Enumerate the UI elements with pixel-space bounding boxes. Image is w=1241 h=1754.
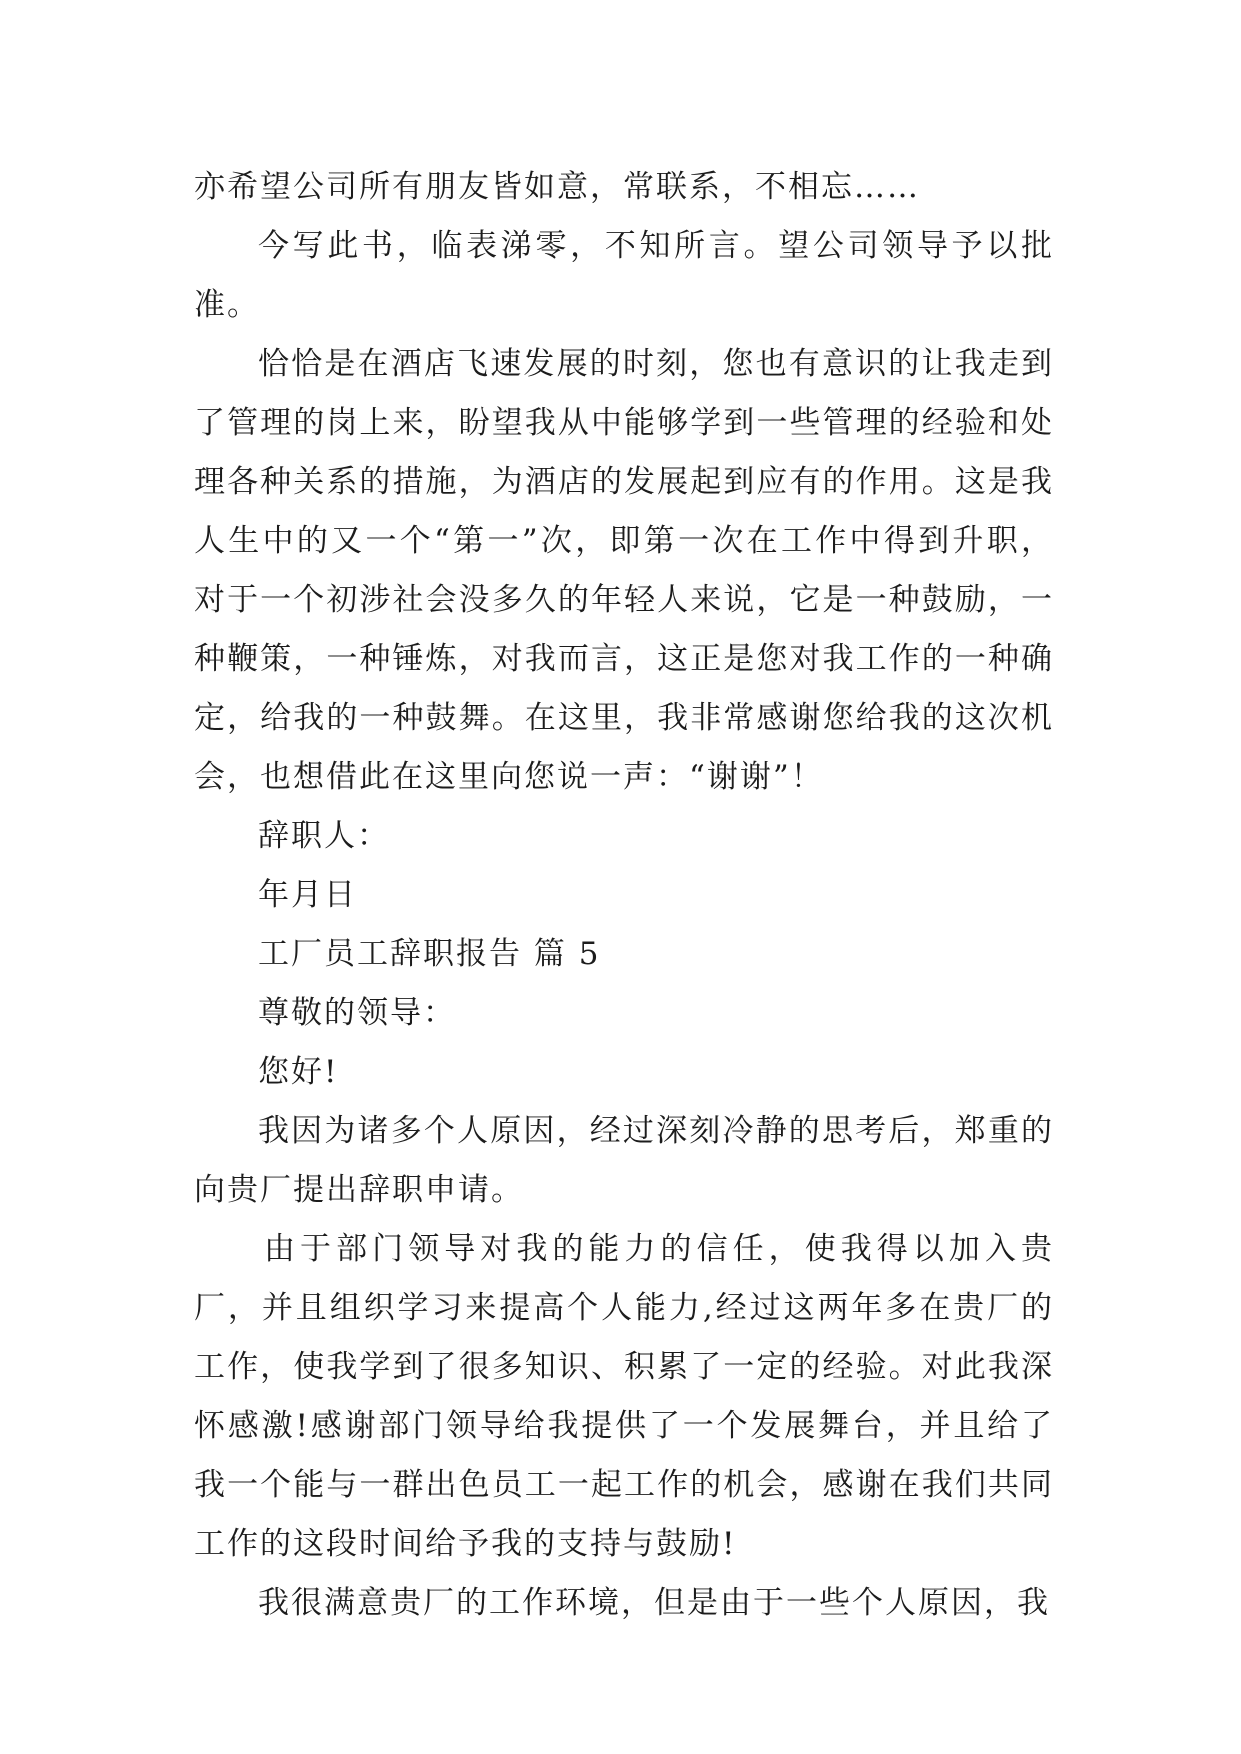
document-body — [194, 158, 1054, 1633]
salutation: 尊敬的领导： — [258, 995, 456, 1031]
date-line: 年月日 — [258, 877, 357, 913]
paragraph-promotion-thanks: 恰恰是在酒店飞速发展的时刻，您也有意识的让我走到了管理的岗上来，盼望我从中能够学到一些管理的经验和处理各种关系的措施，为酒店的发展起到应有的作用。这是我人生中的又一个“第一”次，即第一次在工作中得到升职，对于一个初涉社会没多久的年轻人来说，它是一种鼓励，一种鞭策，一种锤炼，对我而言，这正是您对我工作的一种确定，给我的一种鼓舞。在这里，我非常感谢您给我的这次机会，也想借此在这里向您说一声：“谢谢”！ — [194, 346, 1054, 795]
paragraph-closing-wish: 亦希望公司所有朋友皆如意，常联系，不相忘…… — [194, 169, 920, 205]
paragraph-request-approval: 今写此书，临表涕零，不知所言。望公司领导予以批准。 — [194, 228, 1054, 323]
greeting: 您好! — [258, 1054, 339, 1090]
paragraph-gratitude: 由于部门领导对我的能力的信任，使我得以加入贵厂，并且组织学习来提高个人能力,经过这两年多在贵厂的工作，使我学到了很多知识、积累了一定的经验。对此我深怀感激!感谢部门领导给我提供了一个发展舞台，并且给了我一个能与一群出色员工一起工作的机会，感谢在我们共同工作的这段时间给予我的支持与鼓励! — [194, 1231, 1054, 1562]
signature-label: 辞职人： — [258, 818, 390, 854]
section-title: 工厂员工辞职报告 篇 5 — [258, 936, 601, 972]
paragraph-reason: 我很满意贵厂的工作环境，但是由于一些个人原因，我 — [258, 1585, 1050, 1621]
paragraph-resignation-request: 我因为诸多个人原因，经过深刻冷静的思考后，郑重的向贵厂提出辞职申请。 — [194, 1113, 1054, 1208]
